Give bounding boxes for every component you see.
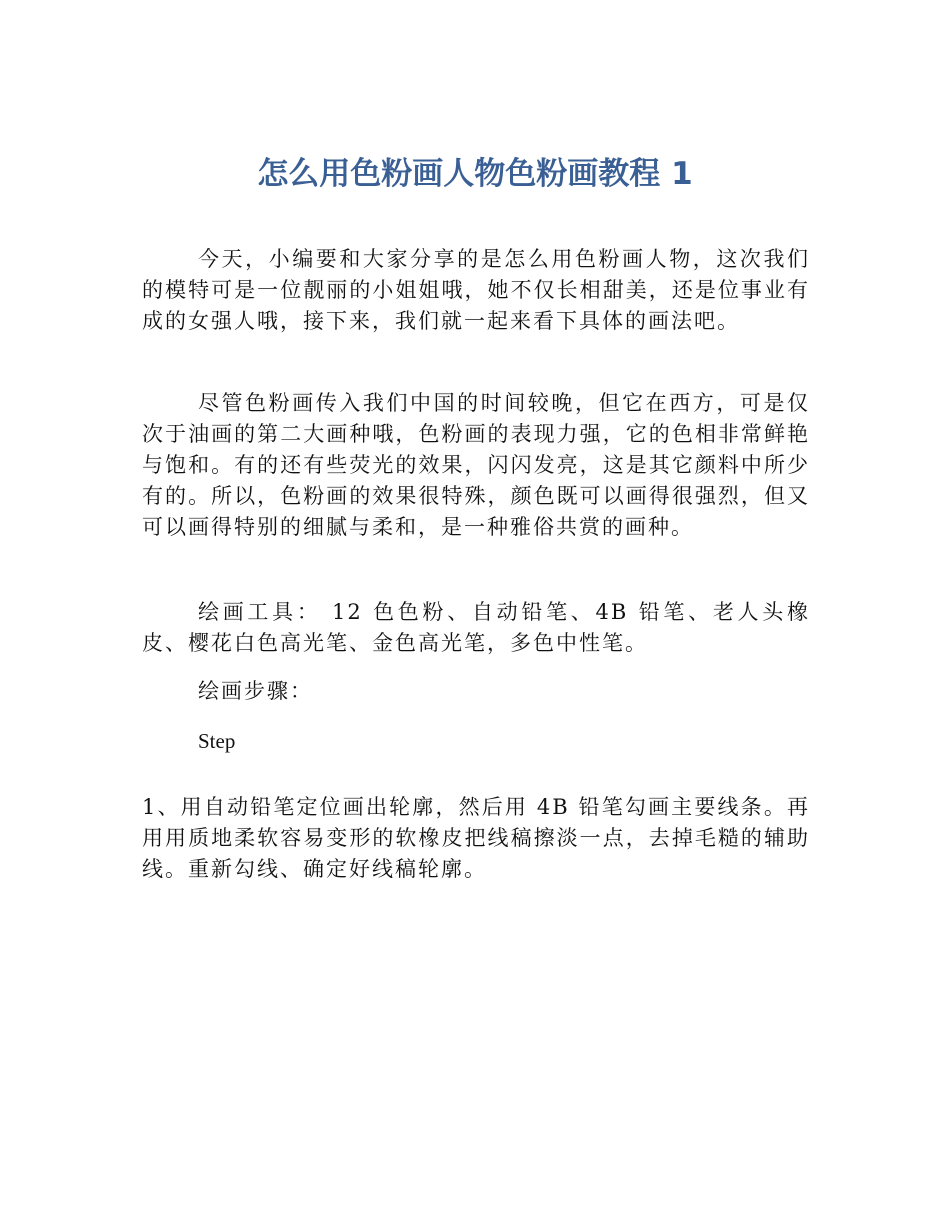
paragraph-intro: 今天，小编要和大家分享的是怎么用色粉画人物，这次我们的模特可是一位靓丽的小姐姐哦，她不仅长相甜美，还是位事业有成的女强人哦，接下来，我们就一起来看下具体的画法吧。 [142, 247, 810, 333]
paragraph-step-label: Step [198, 729, 236, 753]
paragraph-step-1: 1、用自动铅笔定位画出轮廓，然后用 4B 铅笔勾画主要线条。再用用质地柔软容易变形的软橡皮把线稿擦淡一点，去掉毛糙的辅助线。重新勾线、确定好线稿轮廓。 [142, 795, 810, 881]
page-title: 怎么用色粉画人物色粉画教程 1 [257, 156, 693, 192]
paragraph-steps-heading: 绘画步骤： [198, 679, 313, 703]
paragraph-background: 尽管色粉画传入我们中国的时间较晚，但它在西方，可是仅次于油画的第二大画种哦，色粉画的表现力强，它的色相非常鲜艳与饱和。有的还有些荧光的效果，闪闪发亮，这是其它颜料中所少有的。所以，色粉画的效果很特殊，颜色既可以画得很强烈，但又可以画得特别的细腻与柔和，是一种雅俗共赏的画种。 [142, 391, 810, 539]
paragraph-tools: 绘画工具： 12 色色粉、自动铅笔、4B 铅笔、老人头橡皮、樱花白色高光笔、金色高光笔，多色中性笔。 [142, 600, 810, 655]
